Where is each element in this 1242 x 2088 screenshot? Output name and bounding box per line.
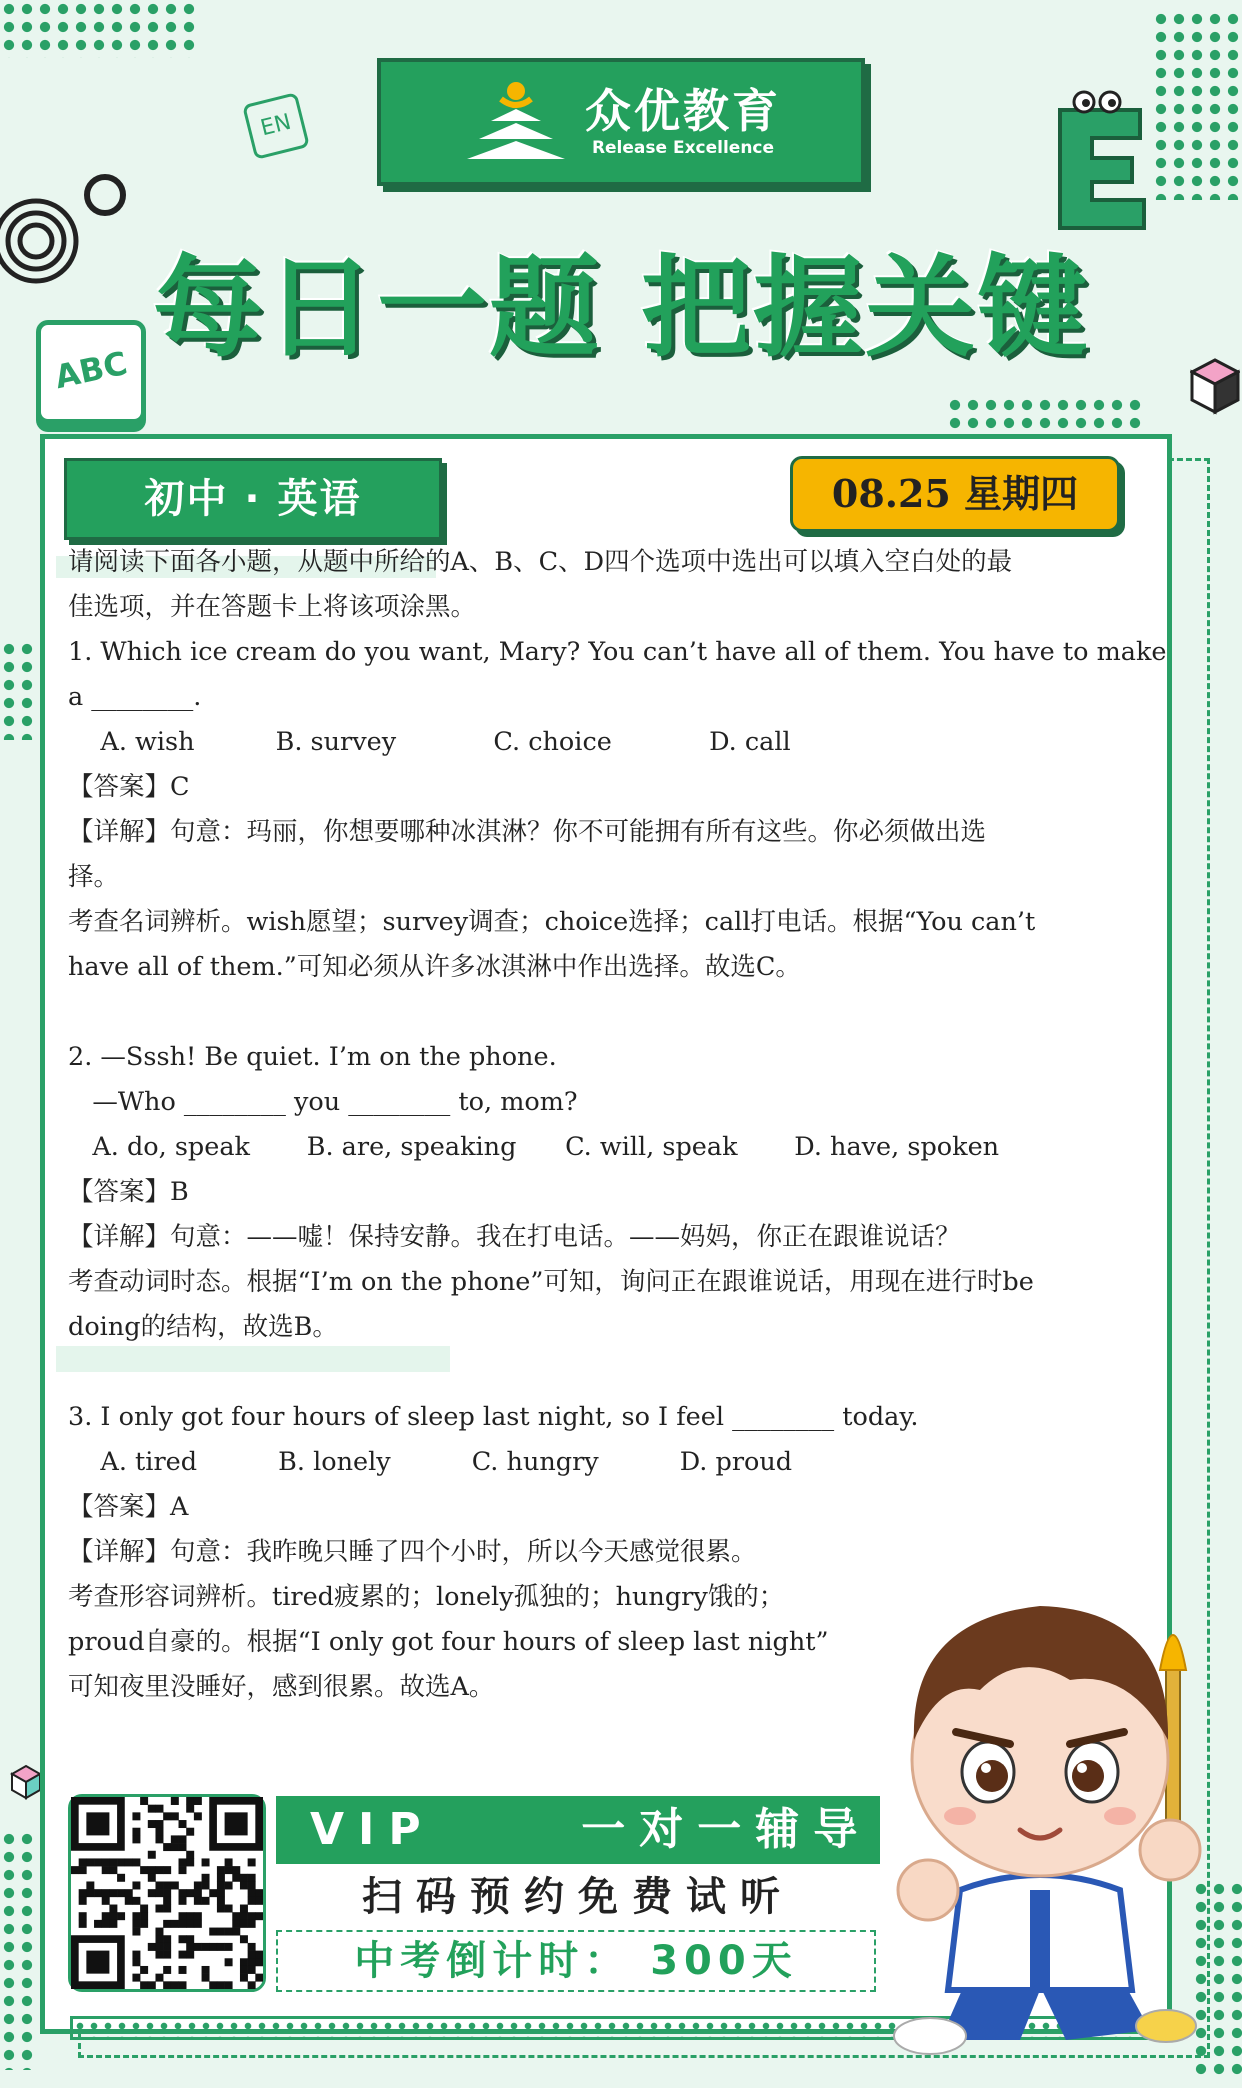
brand-logo	[377, 58, 865, 186]
page-title: 每日一题 把握关键	[152, 244, 1090, 372]
subject-tag: 初中 · 英语	[64, 458, 442, 540]
content-line: a ________.	[68, 682, 202, 712]
qr-code[interactable]	[68, 1794, 266, 1992]
content-line: A. tired B. lonely C. hungry D. proud	[68, 1447, 793, 1477]
countdown: 中考倒计时： 300天	[276, 1930, 876, 1992]
content-line: 【详解】句意：——嘘！保持安静。我在打电话。——妈妈，你正在跟谁说话？	[68, 1222, 961, 1252]
brand-name: 众优教育	[585, 84, 781, 138]
content-line: 【答案】C	[68, 772, 190, 802]
content-line: 考查名词辨析。wish愿望；survey调查；choice选择；call打电话。根据“You can’t	[68, 907, 1036, 937]
en-badge-icon: EN	[242, 92, 310, 160]
vip-banner: VIP 一对一辅导	[276, 1796, 880, 1864]
content-line: 考查形容词辨析。tired疲累的；lonely孤独的；hungry饿的；	[68, 1582, 785, 1612]
dot-pattern-bottom-left	[0, 1830, 36, 2070]
brand-slogan: Release Excellence	[591, 138, 775, 158]
content-line: A. wish B. survey C. choice D. call	[68, 727, 791, 757]
content-line: 可知夜里没睡好，感到很累。故选A。	[68, 1672, 495, 1702]
dot-pattern-top-left	[0, 0, 200, 58]
content-line: 【答案】A	[68, 1492, 189, 1522]
content-line: 佳选项，并在答题卡上将该项涂黑。	[68, 592, 477, 622]
dot-pattern-right	[946, 396, 1146, 436]
content-line: 2. —Sssh! Be quiet. I’m on the phone.	[68, 1042, 557, 1072]
content-line: 【答案】B	[68, 1177, 189, 1207]
content-line: 择。	[68, 862, 120, 892]
dot-pattern-left	[0, 640, 36, 740]
content-line: 1. Which ice cream do you want, Mary? You can’t have all of them. You have to make	[68, 637, 1167, 667]
content-line: proud自豪的。根据“I only got four hours of sleep last night”	[68, 1627, 829, 1657]
content-line: A. do, speak B. are, speaking C. will, speak D. have, spoken	[68, 1132, 1000, 1162]
content-line: 请阅读下面各小题，从题中所给的A、B、C、D四个选项中选出可以填入空白处的最	[68, 547, 1013, 577]
letter-e-mascot-icon	[1040, 90, 1170, 240]
content-line: —Who ________ you ________ to, mom?	[68, 1087, 578, 1117]
tree-logo-icon	[461, 77, 571, 167]
question-content	[68, 540, 1167, 1710]
content-line: 【详解】句意：玛丽，你想要哪种冰淇淋？你不可能拥有所有这些。你必须做出选	[68, 817, 987, 847]
date-badge: 08.25 星期四	[790, 456, 1120, 532]
content-line: 考查动词时态。根据“I’m on the phone”可知，询问正在跟谁说话，用现在进行时be	[68, 1267, 1034, 1297]
content-line: 3. I only got four hours of sleep last night, so I feel ________ today.	[68, 1402, 919, 1432]
content-line: 【详解】句意：我昨晚只睡了四个小时，所以今天感觉很累。	[68, 1537, 757, 1567]
abc-label: ABC	[51, 343, 131, 397]
ring-icon	[82, 172, 128, 218]
qr-code-icon	[71, 1797, 263, 1989]
boy-mascot-illustration	[870, 1560, 1210, 2060]
content-line: have all of them.”可知必须从许多冰淇淋中作出选择。故选C。	[68, 952, 801, 982]
scan-prompt: 扫码预约免费试听	[362, 1874, 794, 1920]
content-line: doing的结构，故选B。	[68, 1312, 338, 1342]
spacer-line	[68, 990, 1148, 1035]
spacer-line	[68, 1350, 1148, 1395]
